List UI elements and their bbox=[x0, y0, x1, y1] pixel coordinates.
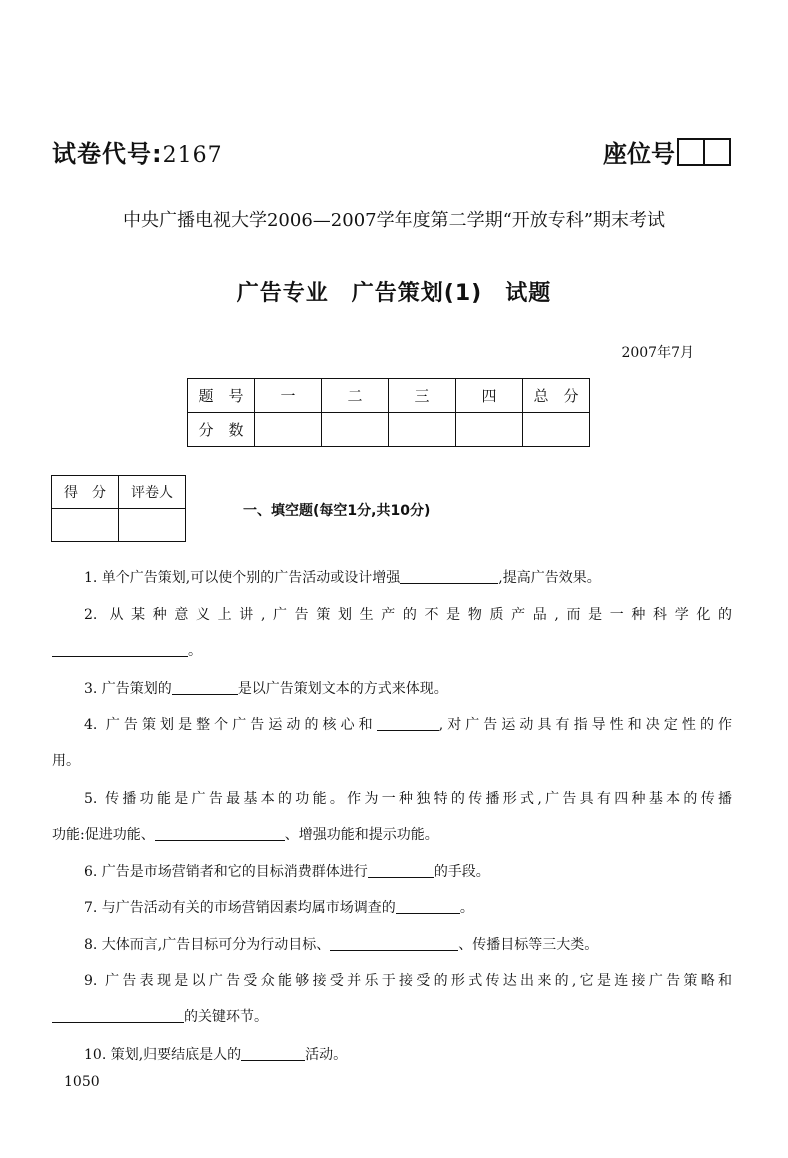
question-9 bbox=[52, 963, 732, 1035]
section-title: 一、填空题(每空1分,共10分) bbox=[243, 503, 431, 519]
question-text: 3. 广告策划的 bbox=[84, 681, 172, 697]
question-text: 10. 策划,归要结底是人的 bbox=[84, 1047, 242, 1063]
score-table-cell: 总 分 bbox=[523, 379, 590, 413]
answer-blank[interactable] bbox=[330, 934, 458, 951]
seat-label: 座位号 bbox=[603, 140, 675, 168]
question-5 bbox=[52, 781, 732, 853]
grader-input-cell[interactable] bbox=[52, 509, 119, 542]
question-text: 、增强功能和提示功能。 bbox=[284, 827, 439, 843]
question-8 bbox=[52, 927, 732, 963]
question-text: 。 bbox=[188, 643, 202, 659]
grader-table bbox=[51, 475, 186, 542]
question-text: 、传播目标等三大类。 bbox=[458, 937, 599, 953]
exam-title: 中央广播电视大学2006—2007学年度第二学期“开放专科”期末考试 bbox=[122, 210, 666, 231]
score-input-cell[interactable] bbox=[255, 413, 322, 447]
score-input-cell[interactable] bbox=[456, 413, 523, 447]
question-text: 活动。 bbox=[305, 1047, 348, 1063]
answer-blank[interactable] bbox=[155, 824, 285, 841]
score-table-cell: 题 号 bbox=[188, 379, 255, 413]
answer-blank[interactable] bbox=[400, 567, 498, 584]
exam-date: 2007年7月 bbox=[621, 345, 694, 361]
answer-blank[interactable] bbox=[368, 861, 434, 878]
question-text: ,提高广告效果。 bbox=[498, 570, 601, 586]
question-10 bbox=[52, 1037, 732, 1073]
question-text: 6. 广告是市场营销者和它的目标消费群体进行 bbox=[84, 864, 368, 880]
question-4 bbox=[52, 707, 732, 779]
grader-table-cell: 评卷人 bbox=[119, 476, 186, 509]
score-table-cell: 四 bbox=[456, 379, 523, 413]
seat-boxes[interactable] bbox=[677, 138, 731, 166]
grader-table-cell: 得 分 bbox=[52, 476, 119, 509]
question-2 bbox=[52, 597, 732, 669]
question-text: 5. 传播功能是广告最基本的功能。作为一种独特的传播形式,广告具有四种基本的传播 bbox=[84, 791, 732, 807]
seat-box[interactable] bbox=[679, 140, 703, 164]
question-text: 1. 单个广告策划,可以使个别的广告活动或设计增强 bbox=[84, 570, 401, 586]
question-text: 的关键环节。 bbox=[184, 1009, 268, 1025]
exam-code bbox=[52, 134, 223, 169]
answer-blank[interactable] bbox=[241, 1044, 305, 1061]
score-input-cell[interactable] bbox=[523, 413, 590, 447]
grader-table-header-row bbox=[52, 476, 186, 509]
score-input-cell[interactable] bbox=[389, 413, 456, 447]
score-table-cell: 二 bbox=[322, 379, 389, 413]
question-text: 用。 bbox=[52, 753, 80, 769]
question-text: 功能:促进功能、 bbox=[52, 827, 155, 843]
question-text: 是以广告策划文本的方式来体现。 bbox=[237, 681, 448, 697]
exam-code-label: 试卷代号: bbox=[52, 140, 163, 168]
seat-box[interactable] bbox=[703, 140, 729, 164]
exam-code-value: 2167 bbox=[162, 143, 223, 168]
score-input-cell[interactable] bbox=[322, 413, 389, 447]
question-text: ,对广告运动具有指导性和决定性的作 bbox=[438, 717, 733, 733]
grader-table-input-row bbox=[52, 509, 186, 542]
score-table-cell: 一 bbox=[255, 379, 322, 413]
question-7 bbox=[52, 890, 732, 926]
page-number: 1050 bbox=[64, 1074, 100, 1090]
question-1 bbox=[52, 560, 732, 596]
score-table-cell: 三 bbox=[389, 379, 456, 413]
exam-subject-title: 广告专业 广告策划(1) 试题 bbox=[236, 281, 552, 306]
question-3 bbox=[52, 671, 732, 707]
seat-number bbox=[603, 134, 731, 169]
score-table bbox=[187, 378, 590, 447]
question-6 bbox=[52, 854, 732, 890]
answer-blank[interactable] bbox=[52, 640, 188, 657]
score-table-header-row bbox=[188, 379, 590, 413]
question-text: 9. 广告表现是以广告受众能够接受并乐于接受的形式传达出来的,它是连接广告策略和 bbox=[84, 973, 732, 989]
answer-blank[interactable] bbox=[396, 897, 460, 914]
score-table-score-row bbox=[188, 413, 590, 447]
question-text: 7. 与广告活动有关的市场营销因素均属市场调查的 bbox=[84, 900, 396, 916]
answer-blank[interactable] bbox=[377, 714, 439, 731]
score-table-cell: 分 数 bbox=[188, 413, 255, 447]
question-text: 的手段。 bbox=[433, 864, 490, 880]
answer-blank[interactable] bbox=[52, 1006, 184, 1023]
answer-blank[interactable] bbox=[172, 678, 238, 695]
question-text: 2. 从某种意义上讲,广告策划生产的不是物质产品,而是一种科学化的 bbox=[84, 607, 732, 623]
question-text: 。 bbox=[459, 900, 474, 916]
grader-input-cell[interactable] bbox=[119, 509, 186, 542]
question-text: 8. 大体而言,广告目标可分为行动目标、 bbox=[84, 937, 331, 953]
question-text: 4. 广告策划是整个广告运动的核心和 bbox=[84, 717, 377, 733]
